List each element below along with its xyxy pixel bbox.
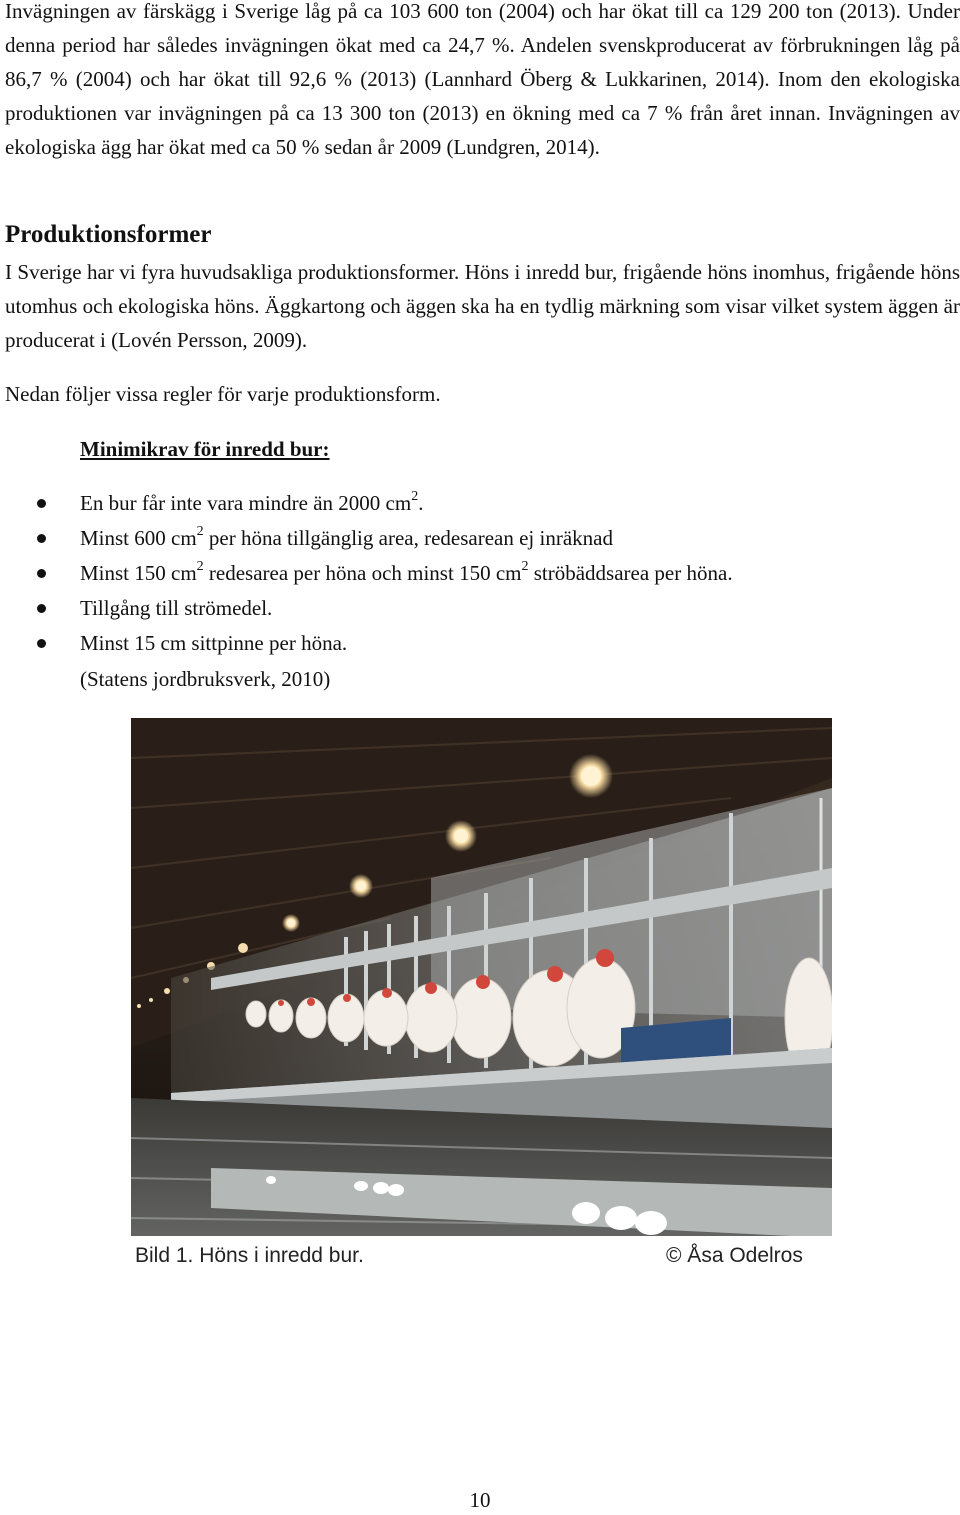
list-item [0, 556, 960, 591]
list-item [0, 521, 960, 556]
bullet-icon [37, 639, 46, 648]
photo-illustration [131, 718, 832, 1273]
list-item-text: Minst 150 $cm^2$ redesarea per höna och minst 150 $cm^2$ ströbäddsarea per höna. [80, 559, 733, 585]
list-item [0, 486, 960, 521]
list-item-text: En bur får inte vara mindre än 2000 $cm^2$. [80, 489, 424, 515]
figure-credit: © Åsa Odelros [666, 1244, 803, 1267]
list-item-text: Minst 600 $cm^2$ per höna tillgänglig area, redesarean ej inräknad [80, 524, 613, 550]
bullet-icon [37, 604, 46, 613]
bullet-icon [37, 569, 46, 578]
bullet-icon [37, 499, 46, 508]
list-item [0, 591, 960, 626]
section-paragraph: I Sverige har vi fyra huvudsakliga produktionsformer. Höns i inredd bur, frigående höns inomhus, frigående höns utomhus och ekologiska höns. Äggkartong och äggen ska ha en tydlig märkning som visar vilket system äggen är producerat i (Lovén Persson, 2009). [5, 260, 960, 352]
list-item-text: Tillgång till strömedel. [80, 596, 273, 620]
requirements-citation: (Statens jordbruksverk, 2010) [80, 667, 331, 691]
requirements-heading: Minimikrav för inredd bur: [80, 437, 330, 461]
bullet-icon [37, 534, 46, 543]
list-item [0, 626, 960, 661]
requirements-list [0, 486, 960, 661]
section-heading: Produktionsformer [5, 221, 212, 248]
page-number: 10 [469, 1488, 491, 1512]
hens-in-cage-photo [131, 718, 832, 1273]
list-item-text: Minst 15 cm sittpinne per höna. [80, 631, 348, 655]
figure-caption: Bild 1. Höns i inredd bur. [135, 1244, 364, 1267]
intro-paragraph: Invägningen av färskägg i Sverige låg på ca 103 600 ton (2004) och har ökat till ca 129 200 ton (2013). Under denna period har således invägningen ökat med ca 24,7 %. Andelen svenskproducerat av förbrukningen låg på 86,7 % (2004) och har ökat till 92,6 % (2013) (Lannhard Öberg & Lukkarinen, 2014). Inom den ekologiska produktionen var invägningen på ca 13 300 ton (2013) en ökning med ca 7 % från året innan. Invägningen av ekologiska ägg har ökat med ca 50 % sedan år 2009 (Lundgren, 2014). [5, 0, 960, 159]
section-note: Nedan följer vissa regler för varje produktionsform. [5, 382, 441, 406]
